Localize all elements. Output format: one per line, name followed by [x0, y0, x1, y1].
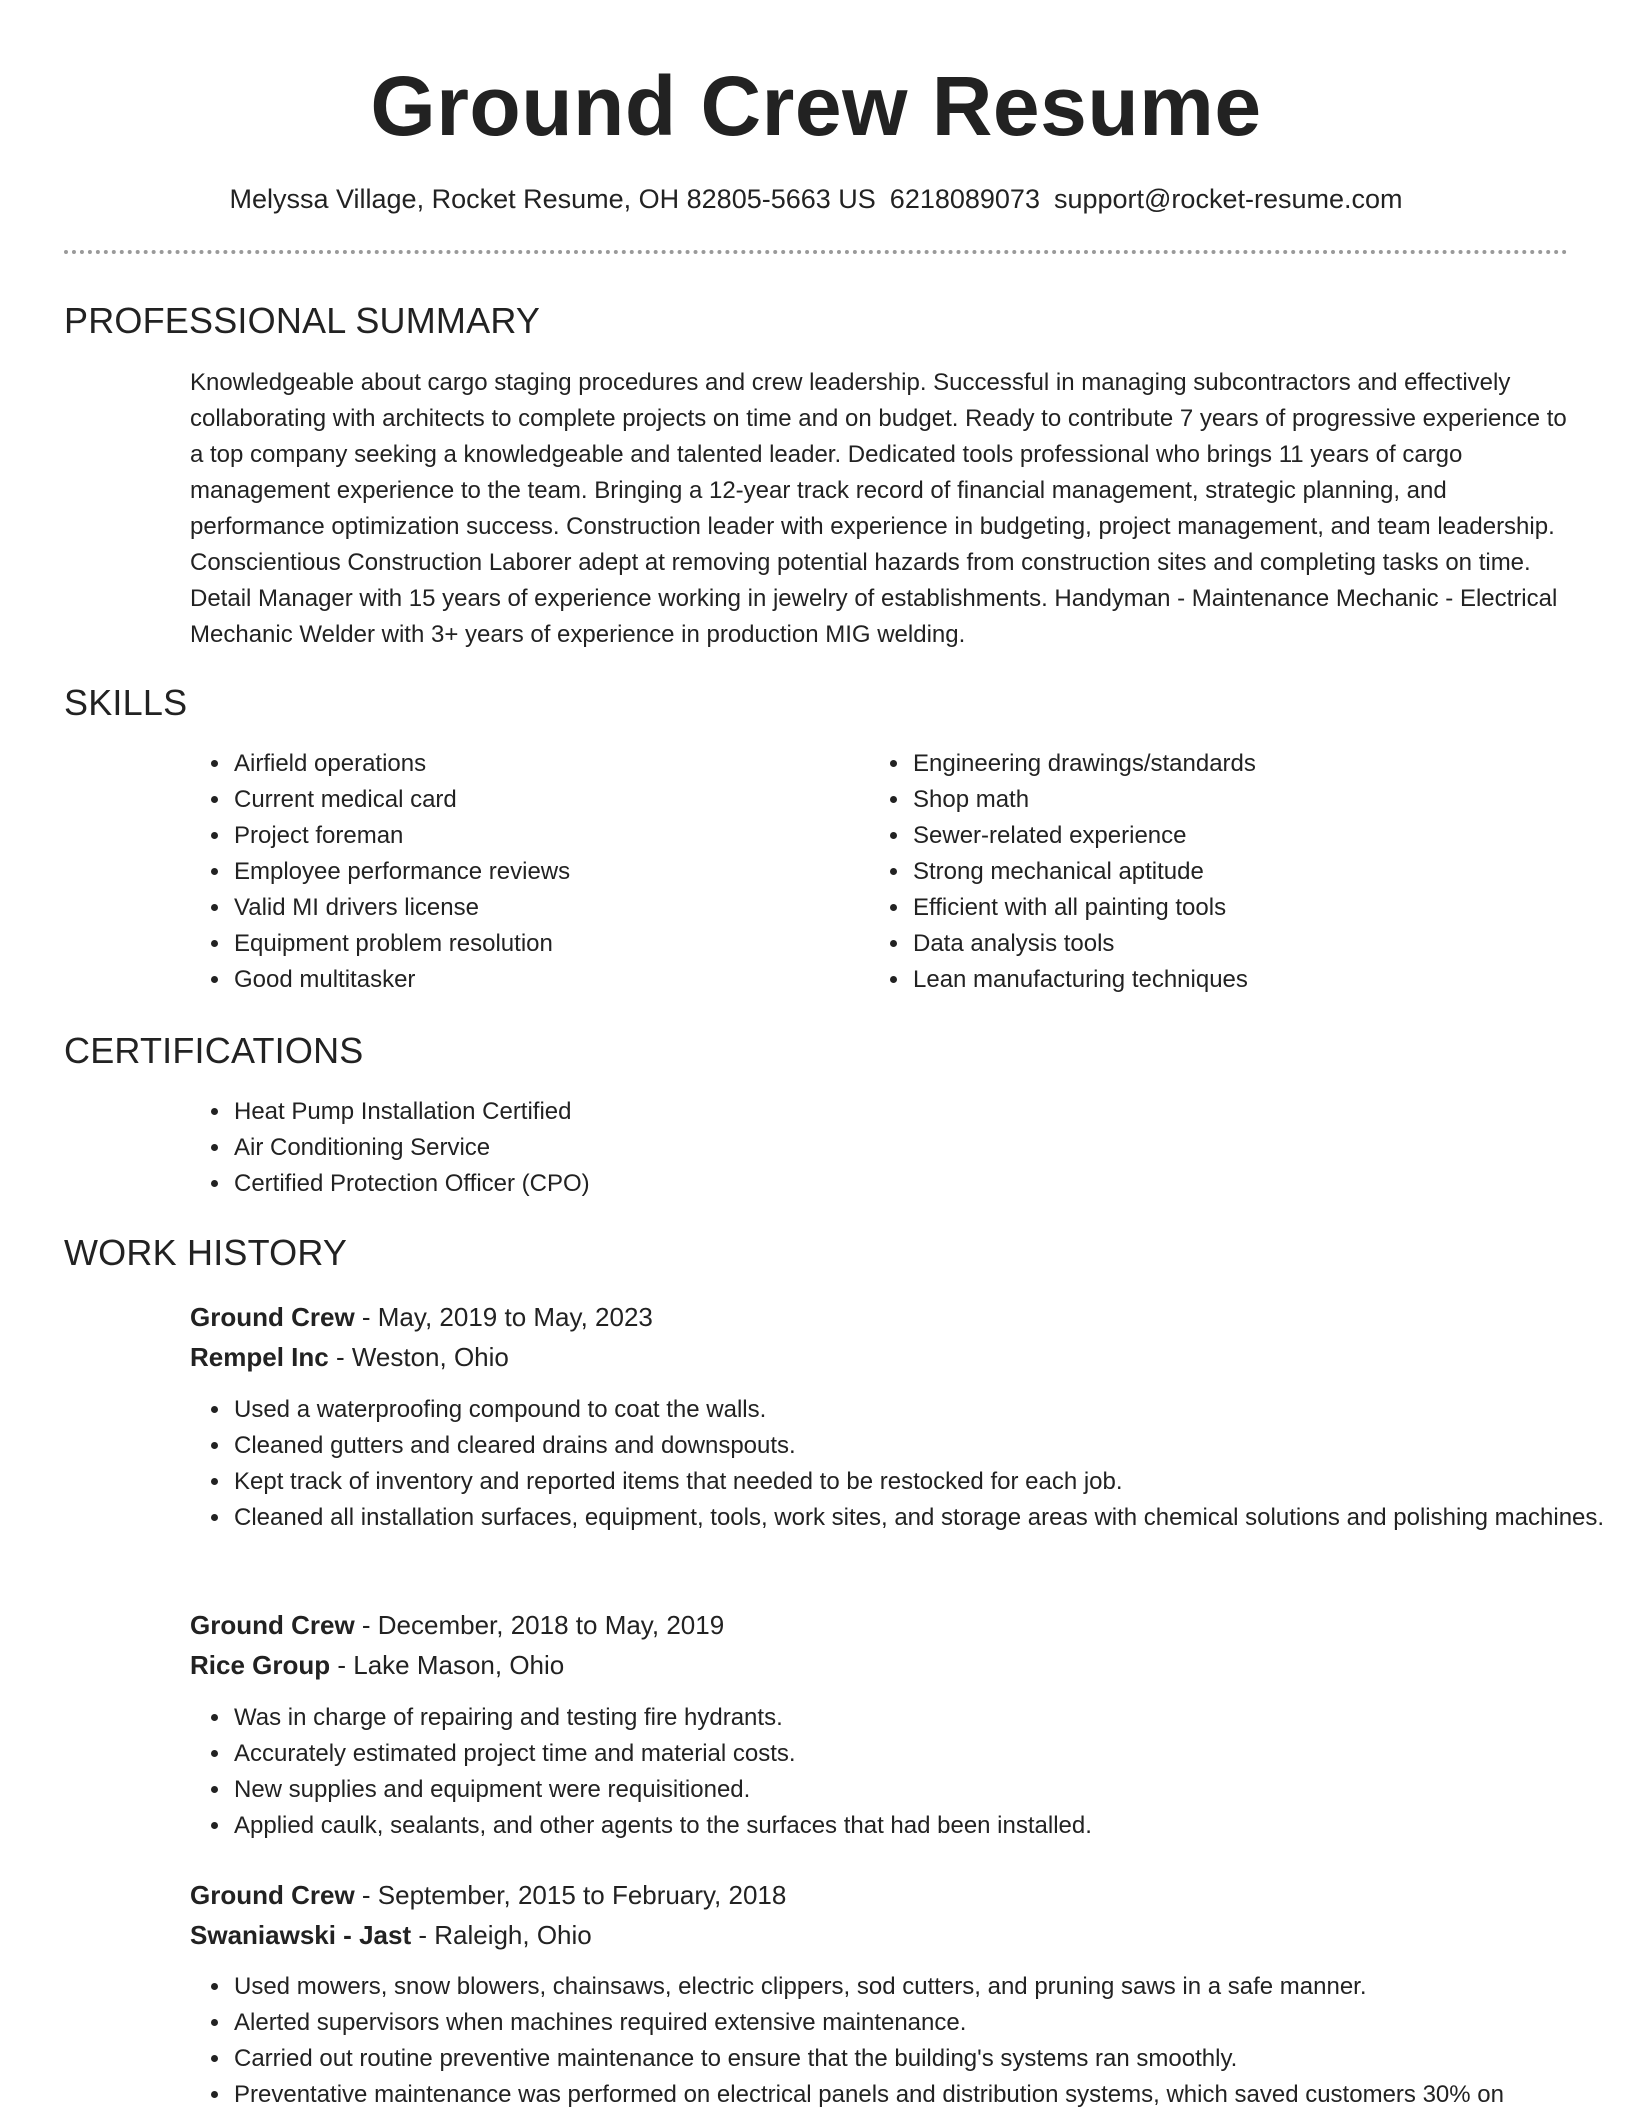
- list-item: • Preventative maintenance was performed on electrical panels and distribution systems, which saved customers 30% on: [232, 2077, 1612, 2113]
- contact-email[interactable]: support@rocket-resume.com: [1053, 184, 1403, 214]
- list-item: • Shop math: [911, 782, 1551, 818]
- list-item: • Applied caulk, sealants, and other agents to the surfaces that had been installed.: [232, 1808, 1612, 1844]
- job-title: Ground Crew: [190, 1880, 355, 1910]
- job-title: Ground Crew: [190, 1302, 355, 1332]
- job-title-line: [190, 1606, 724, 1644]
- list-item: • Air Conditioning Service: [232, 1130, 1532, 1166]
- certifications-list: [190, 1094, 1532, 1202]
- job-dates: - September, 2015 to February, 2018: [354, 1880, 787, 1910]
- list-item: • Employee performance reviews: [232, 854, 832, 890]
- job-company: Rempel Inc: [190, 1342, 329, 1372]
- list-item: • Engineering drawings/standards: [911, 746, 1551, 782]
- skills-list-left: [190, 746, 832, 998]
- list-item: • Kept track of inventory and reported items that needed to be restocked for each job.: [232, 1464, 1612, 1500]
- list-item: • Was in charge of repairing and testing fire hydrants.: [232, 1700, 1612, 1736]
- job-title-line: [190, 1876, 786, 1914]
- resume-title: Ground Crew Resume: [370, 59, 1262, 153]
- summary-text: Knowledgeable about cargo staging procedures and crew leadership. Successful in managing subcontractors and effectively collaborating with architects to complete projects on time and on budget. Ready to contribute 7 years of progressive experience to a top company seeking a knowledgeable and talented leader. Dedicated tools professional who brings 11 years of cargo management experience to the team. Bringing a 12-year track record of financial management, strategic planning, and performance optimization success. Construction leader with experience in budgeting, project management, and team leadership. Conscientious Construction Laborer adept at removing potential hazards from construction sites and completing tasks on time. Detail Manager with 15 years of experience working in jewelry of establishments. Handyman - Maintenance Mechanic - Electrical Mechanic Welder with 3+ years of experience in production MIG welding.: [190, 369, 1567, 648]
- certifications-heading: CERTIFICATIONS: [64, 1030, 364, 1071]
- list-item: • Airfield operations: [232, 746, 832, 782]
- list-item: • Current medical card: [232, 782, 832, 818]
- job-bullets: [190, 1700, 1612, 1844]
- list-item: • Lean manufacturing techniques: [911, 962, 1551, 998]
- list-item: • Data analysis tools: [911, 926, 1551, 962]
- work-history-heading: WORK HISTORY: [64, 1232, 348, 1273]
- list-item: • New supplies and equipment were requisitioned.: [232, 1772, 1612, 1808]
- job-company-line: [190, 1916, 592, 1954]
- list-item: • Good multitasker: [232, 962, 832, 998]
- job-location: - Raleigh, Ohio: [411, 1920, 592, 1950]
- skills-list-right: [869, 746, 1551, 998]
- job-dates: - December, 2018 to May, 2019: [354, 1610, 725, 1640]
- list-item: • Certified Protection Officer (CPO): [232, 1166, 1532, 1202]
- list-item: • Sewer-related experience: [911, 818, 1551, 854]
- job-company-line: [190, 1338, 509, 1376]
- job-title: Ground Crew: [190, 1610, 355, 1640]
- list-item: • Alerted supervisors when machines required extensive maintenance.: [232, 2005, 1612, 2041]
- job-company-line: [190, 1646, 564, 1684]
- contact-phone: 6218089073: [889, 184, 1040, 214]
- header-divider: [64, 250, 1568, 254]
- contact-line: [0, 181, 1632, 217]
- list-item: • Cleaned gutters and cleared drains and downspouts.: [232, 1428, 1612, 1464]
- job-company: Rice Group: [190, 1650, 331, 1680]
- list-item: • Cleaned all installation surfaces, equipment, tools, work sites, and storage areas with chemical solutions and polishing machines.: [232, 1500, 1612, 1536]
- list-item: • Project foreman: [232, 818, 832, 854]
- job-company: Swaniawski - Jast: [190, 1920, 412, 1950]
- list-item: • Used mowers, snow blowers, chainsaws, electric clippers, sod cutters, and pruning saws in a safe manner.: [232, 1969, 1612, 2005]
- list-item: • Accurately estimated project time and material costs.: [232, 1736, 1612, 1772]
- contact-address: Melyssa Village, Rocket Resume, OH 82805-5663 US: [229, 184, 876, 214]
- job-bullets: [190, 1969, 1612, 2113]
- job-location: - Weston, Ohio: [328, 1342, 509, 1372]
- summary-heading: PROFESSIONAL SUMMARY: [64, 300, 541, 341]
- list-item: • Valid MI drivers license: [232, 890, 832, 926]
- list-item: • Equipment problem resolution: [232, 926, 832, 962]
- job-location: - Lake Mason, Ohio: [330, 1650, 565, 1680]
- list-item: • Used a waterproofing compound to coat the walls.: [232, 1392, 1612, 1428]
- list-item: • Efficient with all painting tools: [911, 890, 1551, 926]
- job-dates: - May, 2019 to May, 2023: [354, 1302, 653, 1332]
- list-item: • Carried out routine preventive maintenance to ensure that the building's systems ran smoothly.: [232, 2041, 1612, 2077]
- skills-heading: SKILLS: [64, 682, 188, 723]
- job-bullets: [190, 1392, 1612, 1536]
- job-title-line: [190, 1298, 653, 1336]
- list-item: • Strong mechanical aptitude: [911, 854, 1551, 890]
- list-item: • Heat Pump Installation Certified: [232, 1094, 1532, 1130]
